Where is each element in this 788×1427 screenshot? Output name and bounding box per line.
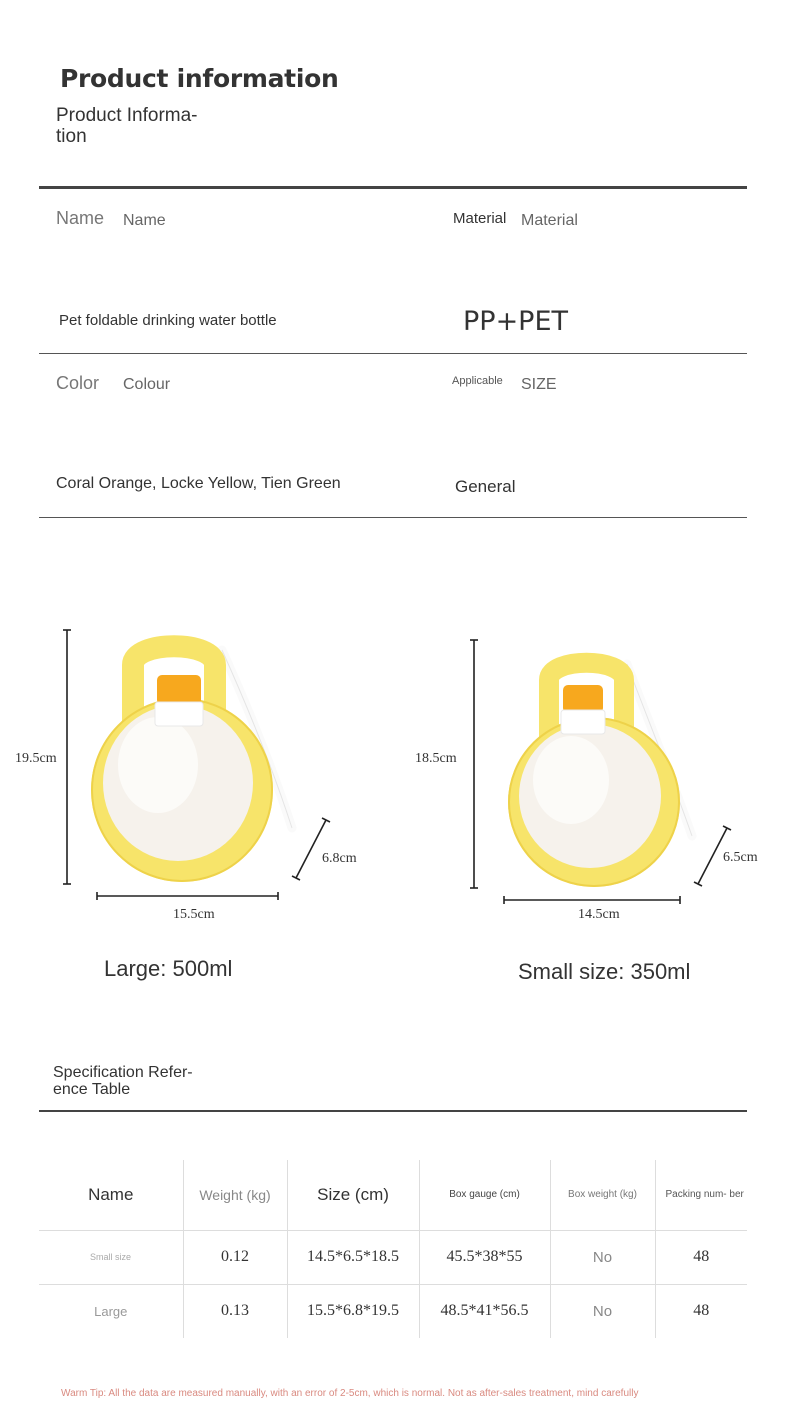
- spec-table: [39, 1160, 747, 1338]
- table-cell: 48: [655, 1230, 747, 1284]
- large-width-label: 15.5cm: [173, 907, 215, 922]
- page-subtitle: Product Informa- tion: [56, 105, 198, 147]
- applicable-label: Applicable: [452, 375, 503, 387]
- table-cell: 48: [655, 1284, 747, 1338]
- color-label-secondary: Colour: [123, 376, 171, 393]
- table-cell: No: [550, 1284, 655, 1338]
- large-height-label: 19.5cm: [15, 751, 57, 766]
- column-header: Packing num- ber: [665, 1189, 744, 1201]
- material-label: Material: [453, 210, 507, 227]
- header-divider: [39, 186, 747, 189]
- spec-table-divider: [39, 1110, 747, 1112]
- name-label-secondary: Name: [123, 212, 166, 229]
- small-depth-label: 6.5cm: [723, 850, 758, 865]
- small-bottle-illustration: [394, 630, 788, 930]
- column-header: Name: [39, 1160, 183, 1230]
- large-bottle-figure: [0, 620, 394, 930]
- small-bottle-figure: [394, 630, 788, 930]
- large-caption: Large: 500ml: [104, 956, 233, 981]
- column-header: Box gauge (cm): [419, 1160, 550, 1230]
- small-height-label: 18.5cm: [415, 751, 457, 766]
- table-cell: 45.5*38*55: [419, 1230, 550, 1284]
- small-width-label: 14.5cm: [578, 907, 620, 922]
- large-depth-label: 6.8cm: [322, 851, 357, 866]
- table-cell: 14.5*6.5*18.5: [287, 1230, 419, 1284]
- spec-table-heading: Specification Refer- ence Table: [53, 1064, 193, 1098]
- large-bottle-illustration: [0, 620, 394, 930]
- name-value: Pet foldable drinking water bottle: [59, 312, 277, 329]
- color-label: Color: [56, 373, 100, 393]
- warm-tip: Warm Tip: All the data are measured manually, with an error of 2-5cm, which is normal. Not as after-sales treatment, mind carefully: [61, 1388, 639, 1399]
- size-label: SIZE: [521, 376, 557, 393]
- material-value: PP+PET: [463, 306, 569, 337]
- row-divider-2: [39, 517, 747, 518]
- column-header: Box weight (kg): [550, 1160, 655, 1230]
- small-caption: Small size: 350ml: [518, 959, 691, 984]
- page-title: Product information: [60, 64, 339, 93]
- table-cell: 0.12: [183, 1230, 287, 1284]
- color-value: Coral Orange, Locke Yellow, Tien Green: [56, 475, 341, 492]
- name-label: Name: [56, 208, 105, 228]
- column-header: Size (cm): [287, 1160, 419, 1230]
- applicable-value: General: [455, 477, 516, 496]
- table-cell: 48.5*41*56.5: [419, 1284, 550, 1338]
- table-row: [39, 1284, 747, 1338]
- material-label-secondary: Material: [521, 212, 578, 229]
- column-header: Weight (kg): [183, 1160, 287, 1230]
- table-cell: No: [550, 1230, 655, 1284]
- table-cell: Small size: [39, 1230, 183, 1284]
- table-cell: Large: [39, 1284, 183, 1338]
- table-cell: 0.13: [183, 1284, 287, 1338]
- table-row: [39, 1230, 747, 1284]
- row-divider-1: [39, 353, 747, 354]
- table-cell: 15.5*6.8*19.5: [287, 1284, 419, 1338]
- spec-table-header-row: [39, 1160, 747, 1230]
